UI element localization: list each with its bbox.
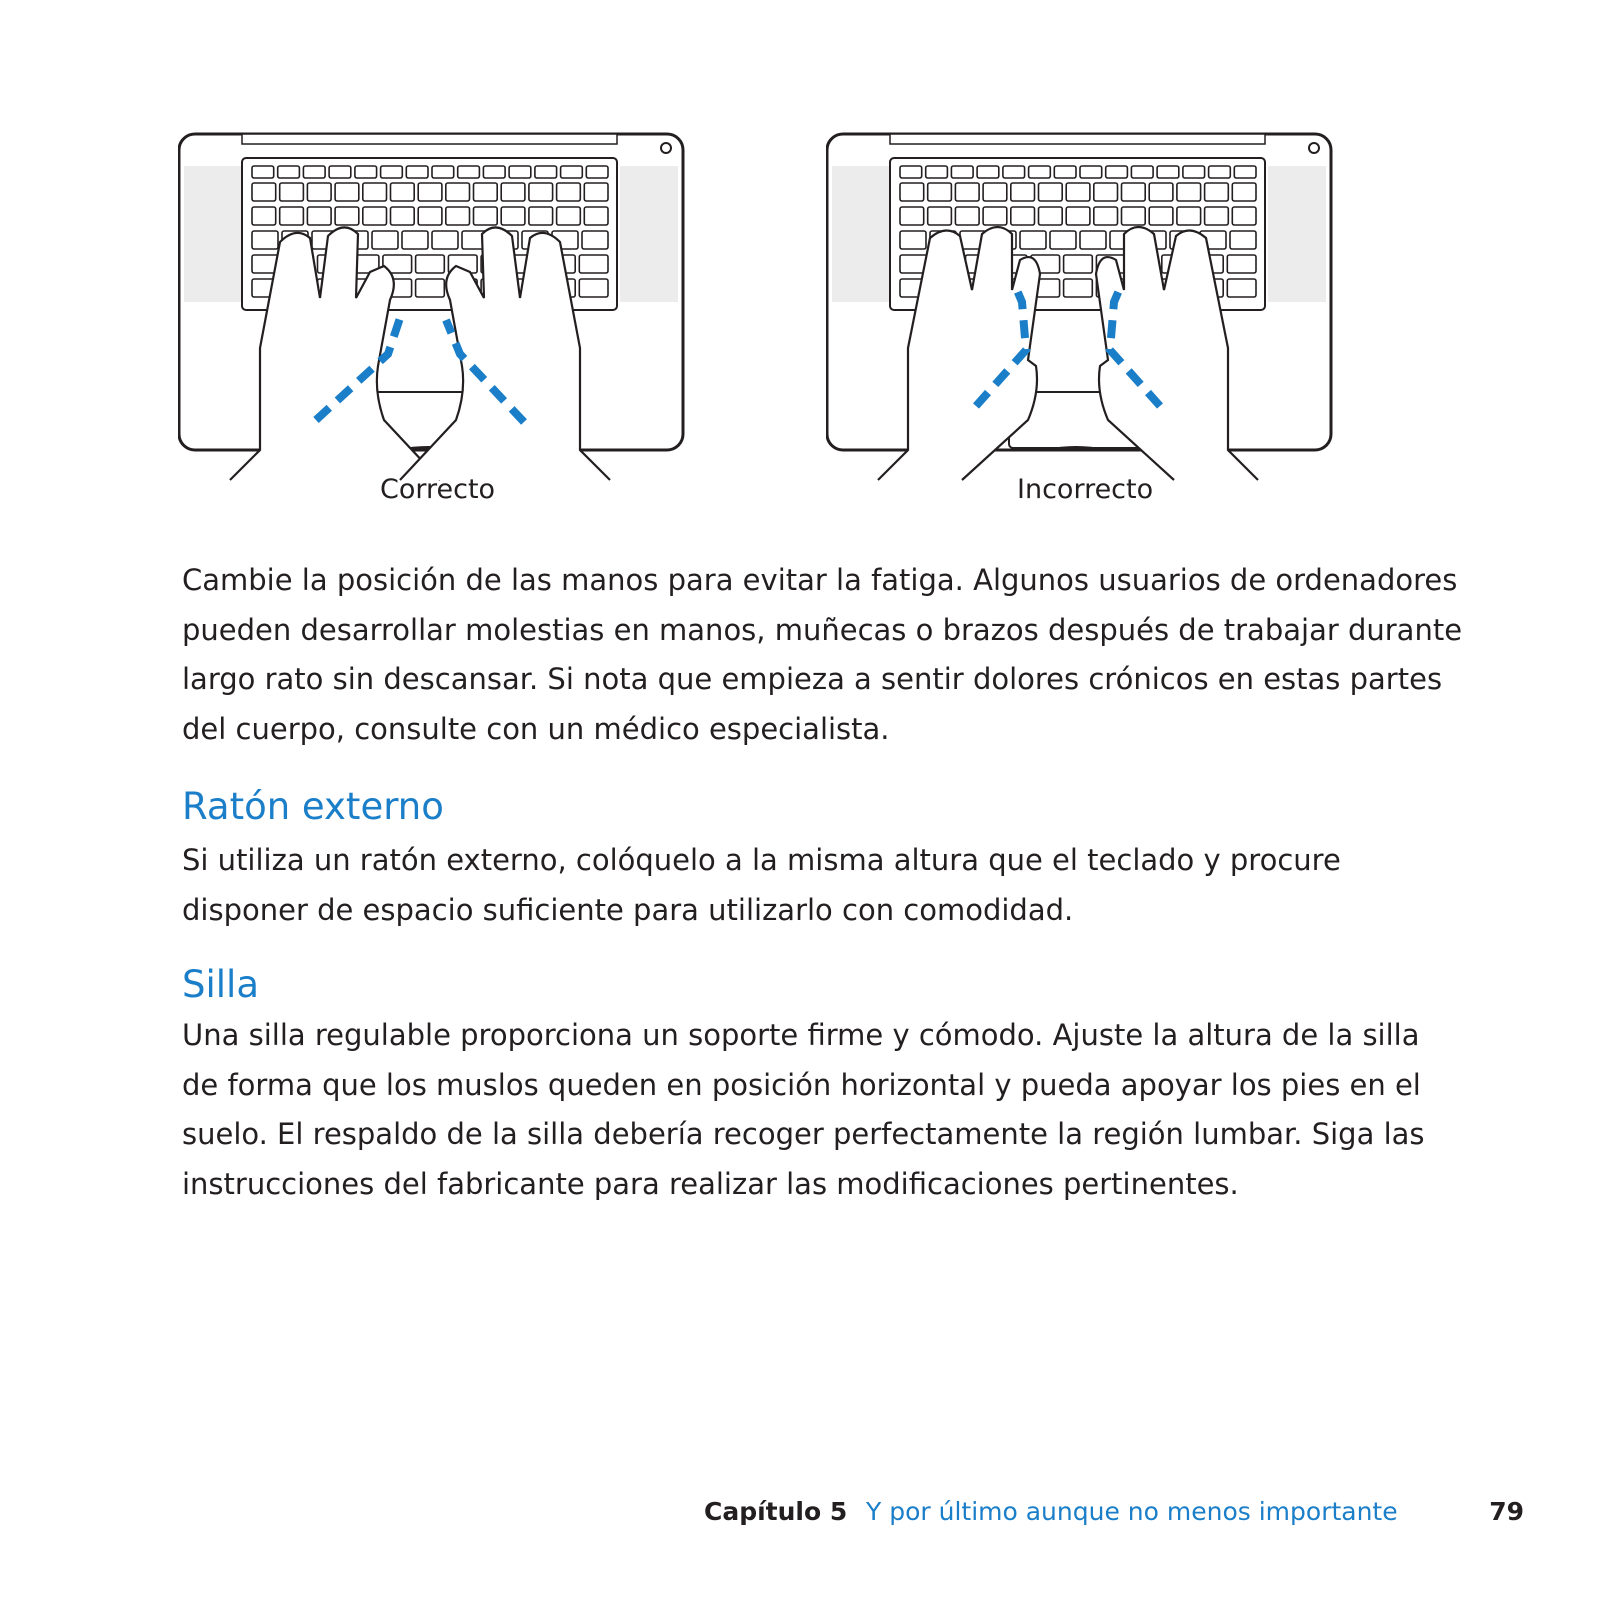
keyboard-key [1066, 207, 1090, 225]
keyboard-key [584, 207, 608, 225]
chair-paragraph [182, 1011, 1482, 1209]
chair-line: Una silla regulable proporciona un soporte firme y cómodo. Ajuste la altura de la silla [182, 1018, 1420, 1052]
keyboard-key [579, 279, 608, 297]
intro-line: pueden desarrollar molestias en manos, muñecas o brazos después de trabajar durante [182, 612, 1463, 647]
keyboard-key [474, 183, 498, 201]
keyboard-key [579, 255, 608, 273]
keyboard-key [1232, 207, 1256, 225]
keyboard-key [1066, 183, 1090, 201]
keyboard-key [1205, 183, 1229, 201]
keyboard-key [900, 166, 922, 178]
keyboard-key [1209, 166, 1231, 178]
keyboard-key [529, 183, 553, 201]
keyboard-key [557, 183, 581, 201]
intro-line: largo rato sin descansar. Si nota que empieza a sentir dolores crónicos en estas partes [182, 662, 1443, 696]
keyboard-key [1054, 166, 1076, 178]
keyboard-key [446, 207, 470, 225]
page-number: 79 [1489, 1497, 1524, 1526]
keyboard-key [1230, 231, 1256, 249]
keyboard-key [983, 207, 1007, 225]
keyboard-key [1029, 166, 1051, 178]
intro-line: del cuerpo, consulte con un médico especialista. [182, 711, 890, 746]
keyboard-key [900, 207, 924, 225]
keyboard-key [1157, 166, 1179, 178]
keyboard-key [458, 166, 480, 178]
keyboard-key [363, 183, 387, 201]
footer-chapter-label: Capítulo 5 [704, 1497, 848, 1526]
mouse-line: Si utiliza un ratón externo, colóquelo a la misma altura que el teclado y procure [182, 843, 1341, 877]
keyboard-key [1232, 183, 1256, 201]
keyboard-key [372, 231, 398, 249]
keyboard-key [363, 207, 387, 225]
keyboard-key [955, 183, 979, 201]
keyboard-key [252, 207, 276, 225]
keyboard-key [391, 183, 415, 201]
correct-caption: Correcto [380, 474, 496, 505]
keyboard-key [900, 183, 924, 201]
keyboard-key [1080, 166, 1102, 178]
keyboard-key [1177, 183, 1201, 201]
keyboard-key [1131, 166, 1153, 178]
keyboard-key [329, 166, 351, 178]
laptop-hands-correct-drawing [178, 130, 698, 510]
keyboard-key [280, 183, 304, 201]
keyboard-key [1149, 183, 1173, 201]
keyboard-key [1020, 231, 1046, 249]
keyboard-key [557, 207, 581, 225]
keyboard-key [1234, 166, 1256, 178]
keyboard-key [335, 207, 359, 225]
keyboard-key [1149, 207, 1173, 225]
keyboard-key [1177, 207, 1201, 225]
keyboard-key [928, 207, 952, 225]
keyboard-key [416, 279, 445, 297]
keyboard-key [586, 166, 608, 178]
keyboard-key [535, 166, 557, 178]
keyboard-key [1011, 207, 1035, 225]
chair-line: de forma que los muslos queden en posición horizontal y pueda apoyar los pies en el [182, 1067, 1421, 1102]
keyboard-key [355, 166, 377, 178]
incorrect-posture-illustration [826, 130, 1346, 510]
mouse-paragraph [182, 836, 1482, 935]
keyboard-key [280, 207, 304, 225]
keyboard-key [307, 183, 331, 201]
keyboard-key [1094, 207, 1118, 225]
keyboard-key [1003, 166, 1025, 178]
keyboard-key [501, 183, 525, 201]
chair-line: suelo. El respaldo de la silla debería recoger perfectamente la región lumbar. Siga las [182, 1117, 1425, 1151]
keyboard-key [582, 231, 608, 249]
keyboard-key [432, 231, 458, 249]
keyboard-key [926, 166, 948, 178]
correct-posture-illustration [178, 130, 698, 510]
keyboard-key [402, 231, 428, 249]
keyboard-key [1064, 279, 1093, 297]
keyboard-key [474, 207, 498, 225]
keyboard-key [1122, 183, 1146, 201]
intro-line: Cambie la posición de las manos para evitar la fatiga. Algunos usuarios de ordenadores [182, 563, 1458, 597]
keyboard-key [391, 207, 415, 225]
keyboard-key [252, 183, 276, 201]
keyboard-key [252, 231, 278, 249]
section-heading-chair: Silla [182, 963, 259, 1006]
keyboard-key [483, 166, 505, 178]
keyboard-key [1227, 255, 1256, 273]
chair-line: instrucciones del fabricante para realizar las modificaciones pertinentes. [182, 1166, 1239, 1201]
keyboard-key [501, 207, 525, 225]
keyboard-key [416, 255, 445, 273]
keyboard-key [1064, 255, 1093, 273]
keyboard-key [278, 166, 300, 178]
page-footer [0, 1492, 1600, 1532]
keyboard-key [928, 183, 952, 201]
keyboard-key [303, 166, 325, 178]
keyboard-key [1039, 207, 1063, 225]
keyboard-key [1106, 166, 1128, 178]
keyboard-key [1080, 231, 1106, 249]
keyboard-key [1094, 183, 1118, 201]
keyboard-key [1183, 166, 1205, 178]
keyboard-key [1227, 279, 1256, 297]
intro-paragraph [182, 556, 1482, 754]
keyboard-key [977, 166, 999, 178]
keyboard-key [561, 166, 583, 178]
keyboard-key [418, 183, 442, 201]
keyboard-key [1205, 207, 1229, 225]
keyboard-key [1050, 231, 1076, 249]
keyboard-key [252, 166, 274, 178]
laptop-hands-incorrect-drawing [826, 130, 1346, 510]
keyboard-key [406, 166, 428, 178]
keyboard-key [900, 231, 926, 249]
keyboard-key [1039, 183, 1063, 201]
keyboard-key [1011, 183, 1035, 201]
keyboard-key [584, 183, 608, 201]
keyboard-key [951, 166, 973, 178]
section-heading-mouse: Ratón externo [182, 785, 444, 828]
keyboard-key [381, 166, 403, 178]
keyboard-key [418, 207, 442, 225]
keyboard-key [529, 207, 553, 225]
keyboard-key [446, 183, 470, 201]
footer-chapter-title: Y por último aunque no menos importante [866, 1497, 1398, 1526]
keyboard-key [955, 207, 979, 225]
keyboard-key [307, 207, 331, 225]
incorrect-caption: Incorrecto [1017, 474, 1154, 505]
keyboard-key [509, 166, 531, 178]
keyboard-key [1122, 207, 1146, 225]
keyboard-key [335, 183, 359, 201]
keyboard-key [983, 183, 1007, 201]
keyboard-key [432, 166, 454, 178]
mouse-line: disponer de espacio suficiente para utilizarlo con comodidad. [182, 892, 1074, 927]
